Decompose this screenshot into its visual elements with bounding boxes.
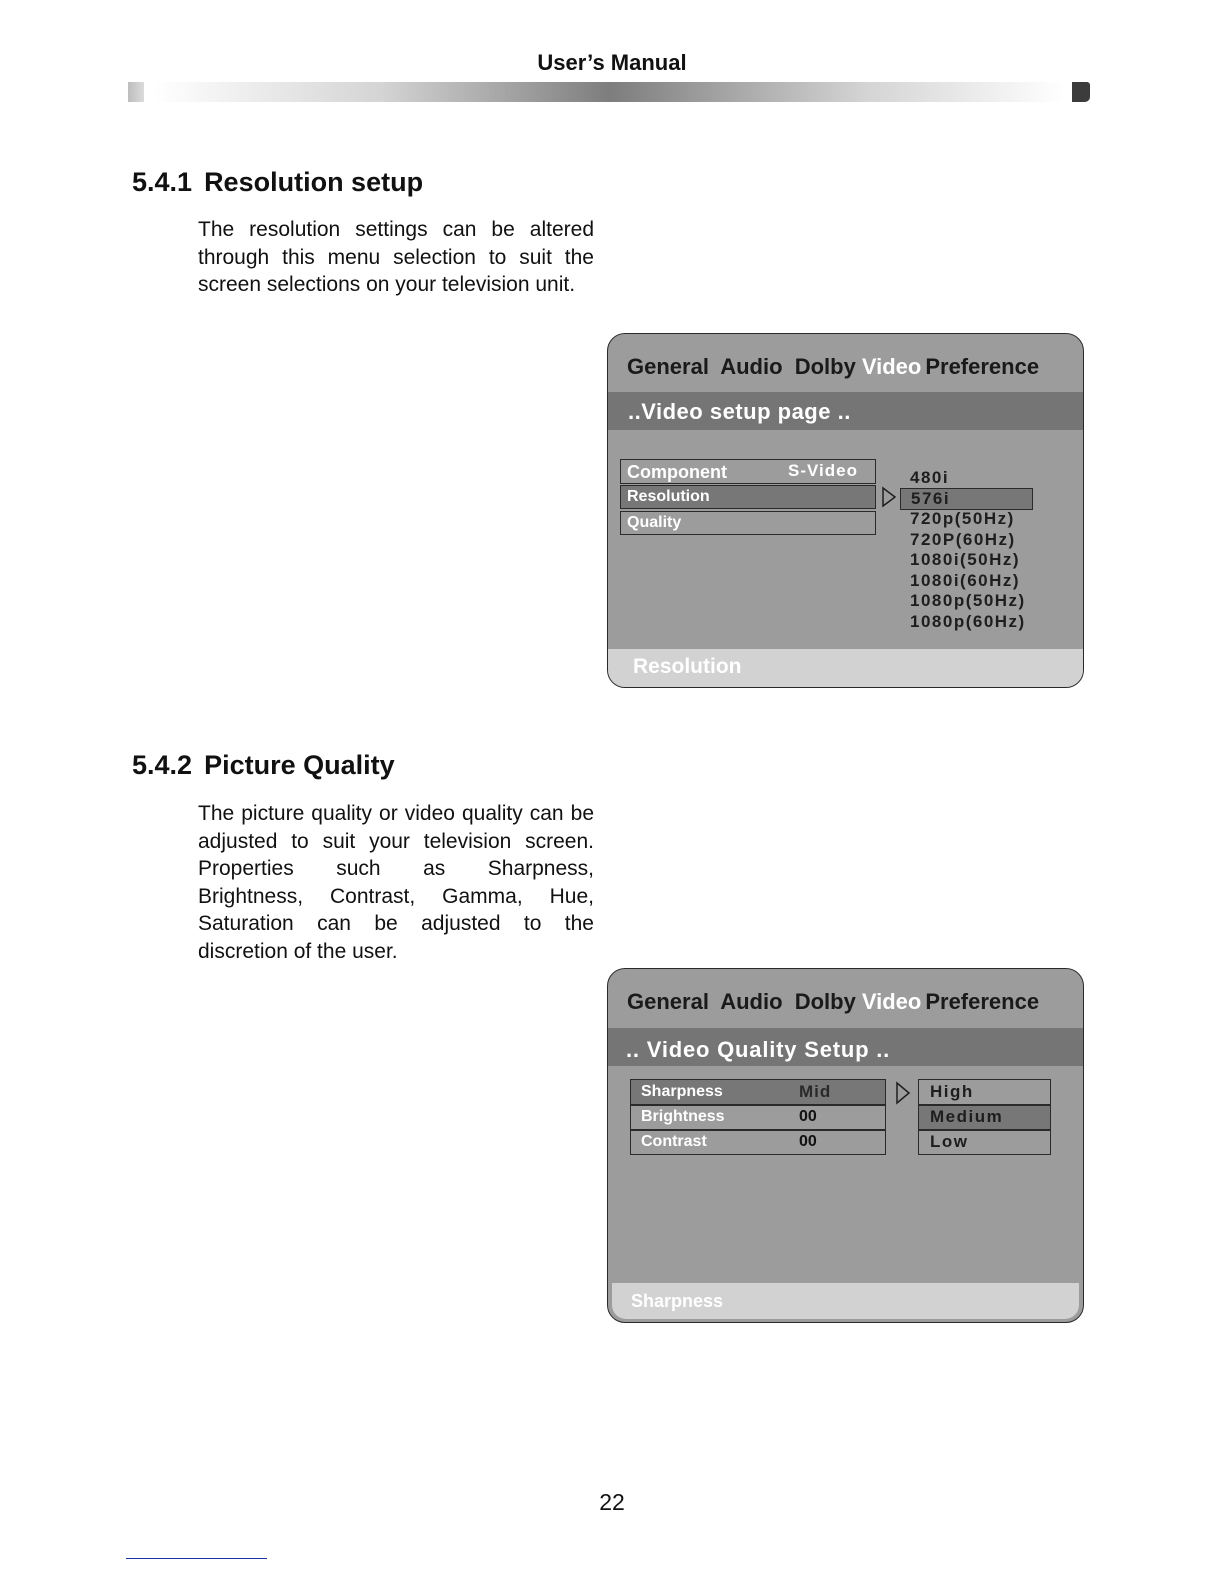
menu-status-text: Resolution (633, 655, 742, 678)
section-heading-resolution (132, 167, 423, 198)
sharpness-option-selected[interactable]: Medium (918, 1105, 1051, 1130)
menu-status-bar (608, 649, 1083, 687)
resolution-option-selected[interactable]: 576i (900, 488, 1033, 510)
menu-item-value: 00 (799, 1108, 817, 1125)
tab-video[interactable]: Video (861, 989, 922, 1014)
resolution-option[interactable]: 1080i(60Hz) (910, 571, 1021, 590)
menu-item-label: Sharpness (641, 1083, 723, 1100)
tab-audio[interactable]: Audio (720, 354, 783, 379)
resolution-option[interactable]: 1080p(50Hz) (910, 591, 1026, 610)
menu-item-component[interactable] (620, 459, 876, 484)
menu-item-value: S-Video (788, 461, 858, 480)
resolution-option[interactable]: 480i (910, 468, 950, 487)
tab-audio[interactable]: Audio (720, 989, 783, 1014)
page-number: 22 (599, 1489, 625, 1515)
menu-status-bar (612, 1283, 1079, 1319)
header-rule-left-cap (128, 82, 144, 102)
tab-dolby[interactable]: Dolby (794, 989, 856, 1014)
video-quality-menu (607, 968, 1084, 1323)
header-rule-right-cap (1072, 82, 1090, 102)
triangle-right-icon (895, 1081, 911, 1105)
tab-preference[interactable]: Preference (925, 354, 1040, 379)
menu-item-contrast[interactable] (630, 1130, 886, 1155)
menu-subtitle: .. Video Quality Setup .. (626, 1037, 891, 1062)
menu-item-label: Resolution (627, 488, 710, 505)
resolution-setup-menu (607, 333, 1084, 688)
menu-item-resolution[interactable] (620, 485, 876, 509)
menu-item-brightness[interactable] (630, 1105, 886, 1130)
menu-subtitle-bar (608, 392, 1083, 430)
triangle-right-icon (881, 486, 897, 508)
menu-item-value: 00 (799, 1133, 817, 1150)
menu-tabs (627, 989, 1045, 1015)
tab-general[interactable]: General (627, 989, 709, 1014)
menu-item-label: Component (627, 462, 727, 482)
resolution-option[interactable]: 720p(50Hz) (910, 509, 1015, 528)
menu-tabs (627, 354, 1045, 380)
section-heading-picture-quality (132, 750, 395, 781)
tab-general[interactable]: General (627, 354, 709, 379)
section-body-resolution: The resolution settings can be altered through this menu selection to suit the screen selections on your television unit. (198, 218, 594, 297)
menu-status-text: Sharpness (631, 1291, 724, 1311)
menu-item-label: Brightness (641, 1108, 725, 1125)
menu-item-value: Mid (799, 1082, 832, 1101)
sharpness-option[interactable]: High (918, 1079, 1051, 1105)
header-rule (128, 80, 1090, 102)
section-body-picture-quality: The picture quality or video quality can be adjusted to suit your television screen. Properties such as Sharpness, Brightness, Contrast, Gamma, Hue, Saturation can be adjusted to the discretion of the user. (198, 802, 594, 963)
menu-item-quality[interactable] (620, 511, 876, 535)
resolution-option[interactable]: 720P(60Hz) (910, 530, 1016, 549)
menu-item-label: Contrast (641, 1133, 707, 1150)
section-number: 5.4.2 (132, 750, 193, 780)
sharpness-option[interactable]: Low (918, 1130, 1051, 1155)
menu-subtitle: ..Video setup page .. (628, 399, 851, 424)
section-number: 5.4.1 (132, 167, 193, 197)
tab-dolby[interactable]: Dolby (794, 354, 856, 379)
resolution-option[interactable]: 1080p(60Hz) (910, 612, 1026, 631)
menu-subtitle-bar (608, 1028, 1083, 1066)
menu-item-label: Quality (627, 514, 682, 531)
running-header: User’s Manual (537, 50, 687, 75)
section-title: Picture Quality (204, 750, 395, 780)
footnote-rule (126, 1558, 267, 1559)
resolution-option[interactable]: 1080i(50Hz) (910, 550, 1021, 569)
menu-item-sharpness[interactable] (630, 1079, 886, 1105)
section-title: Resolution setup (204, 167, 424, 197)
tab-video[interactable]: Video (861, 354, 922, 379)
header-rule-gradient (154, 82, 1066, 102)
tab-preference[interactable]: Preference (925, 989, 1040, 1014)
